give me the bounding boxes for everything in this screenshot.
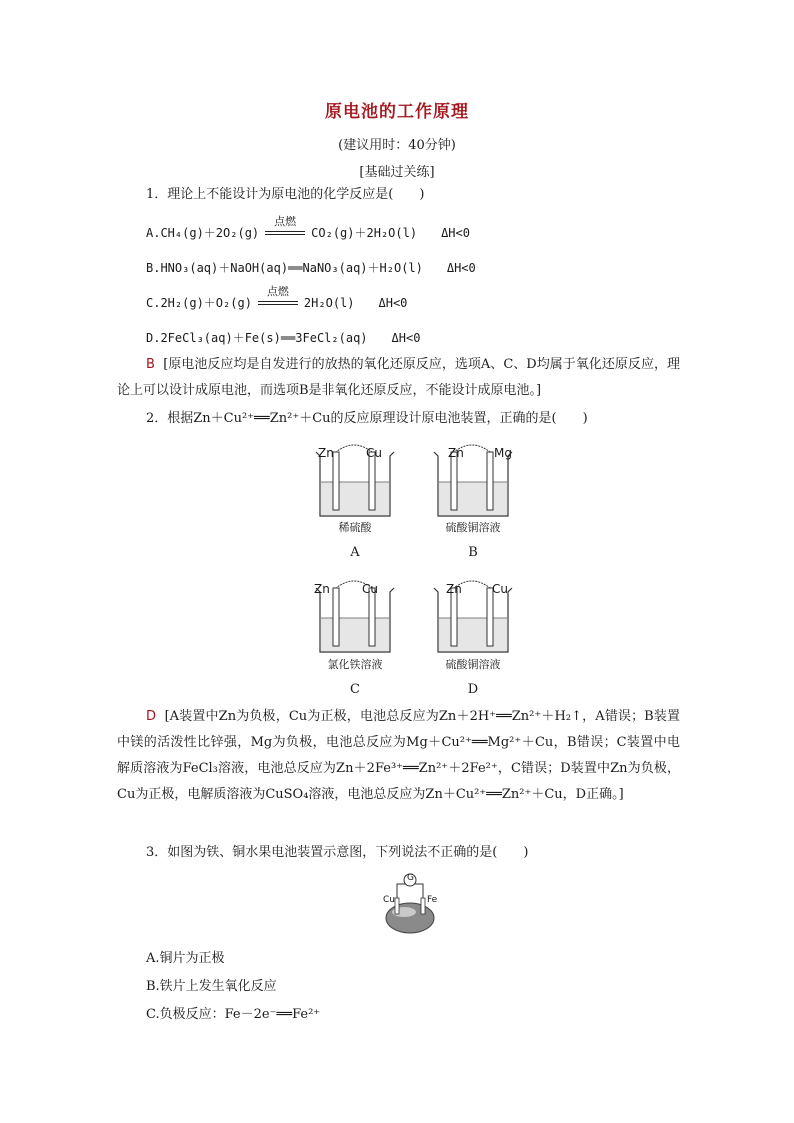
electrode-label: Zn <box>448 446 464 460</box>
q3-option-c: C.负极反应：Fe－2e⁻══Fe²⁺ <box>146 1007 321 1022</box>
q1-c-reactants: C.2H₂(g)＋O₂(g) <box>146 296 252 310</box>
q1-answer: B <box>146 357 155 372</box>
solution-caption: 硫酸铜溶液 <box>445 521 501 534</box>
solution-caption: 硫酸铜溶液 <box>445 658 501 671</box>
electrode-label: Cu <box>362 582 378 596</box>
electrode-label: Mg <box>494 446 512 460</box>
electrode-label: Cu <box>366 446 382 460</box>
option-label: A <box>350 545 360 560</box>
ignite-arrow <box>265 214 305 241</box>
q1-answer-block <box>117 352 680 404</box>
electrode-label: Cu <box>383 895 395 905</box>
q1-stem: 1．理论上不能设计为原电池的化学反应是( ) <box>146 187 425 202</box>
solution-caption: 氯化铁溶液 <box>327 658 383 671</box>
page-title: 原电池的工作原理 <box>325 102 469 122</box>
electrode-label: Zn <box>314 582 330 596</box>
q1-option-a <box>146 214 470 242</box>
q2-answer-block <box>117 704 680 808</box>
option-label: B <box>468 545 478 560</box>
option-label: C <box>350 682 360 697</box>
q2-explanation: [A装置中Zn为负极，Cu为正极，电池总反应为Zn＋2H⁺══Zn²⁺＋H₂↑，A错误；B装置中镁的活泼性比锌强，Mg为负极，电池总反应为Mg＋Cu²⁺══Mg²⁺＋Cu，B错误；C装置中电解质溶液为FeCl₃溶液，电池总反应为Zn＋2Fe³⁺══Zn²⁺＋2Fe²⁺，C错误；D装置中Zn为负极，Cu为正极，电解质溶液为CuSO₄溶液，电池总反应为Zn＋Cu²⁺══Zn²⁺＋Cu，D正确。] <box>117 709 680 802</box>
galvanometer-label: G <box>407 873 414 883</box>
time-note: (建议用时：40分钟) <box>338 138 456 153</box>
q2-answer: D <box>146 709 157 724</box>
q3-option-b: B.铁片上发生氧化反应 <box>146 979 277 994</box>
option-label: D <box>467 682 479 697</box>
section-heading: [基础过关练] <box>359 165 435 180</box>
q1-c-products: 2H₂O(l) ΔH<0 <box>303 296 408 310</box>
q1-option-d: D.2FeCl₃(aq)＋Fe(s)══3FeCl₂(aq) ΔH<0 <box>146 331 421 345</box>
q1-option-b: B.HNO₃(aq)＋NaOH(aq)══NaNO₃(aq)＋H₂O(l) ΔH<0 <box>146 261 476 275</box>
q3-stem: 3．如图为铁、铜水果电池装置示意图，下列说法不正确的是( ) <box>146 845 529 860</box>
solution-caption: 稀硫酸 <box>338 521 372 534</box>
q1-explanation: [原电池反应均是自发进行的放热的氧化还原反应，选项A、C、D均属于氧化还原反应，理论上可以设计成原电池，而选项B是非氧化还原反应，不能设计成原电池。] <box>117 357 680 398</box>
ignite-condition: 点燃 <box>274 214 297 228</box>
q1-option-c <box>146 284 408 312</box>
q1-a-reactants: A.CH₄(g)＋2O₂(g) <box>146 226 260 240</box>
q2-stem: 2．根据Zn＋Cu²⁺══Zn²⁺＋Cu的反应原理设计原电池装置，正确的是( ) <box>146 411 588 426</box>
q3-option-a: A.铜片为正极 <box>146 951 225 966</box>
q1-a-products: CO₂(g)＋2H₂O(l) ΔH<0 <box>311 226 470 240</box>
electrode-label: Zn <box>318 446 334 460</box>
electrode-label: Cu <box>492 582 508 596</box>
electrode-label: Fe <box>427 895 438 905</box>
electrode-label: Zn <box>446 582 462 596</box>
ignite-arrow <box>258 284 298 311</box>
ignite-condition: 点燃 <box>266 284 289 298</box>
